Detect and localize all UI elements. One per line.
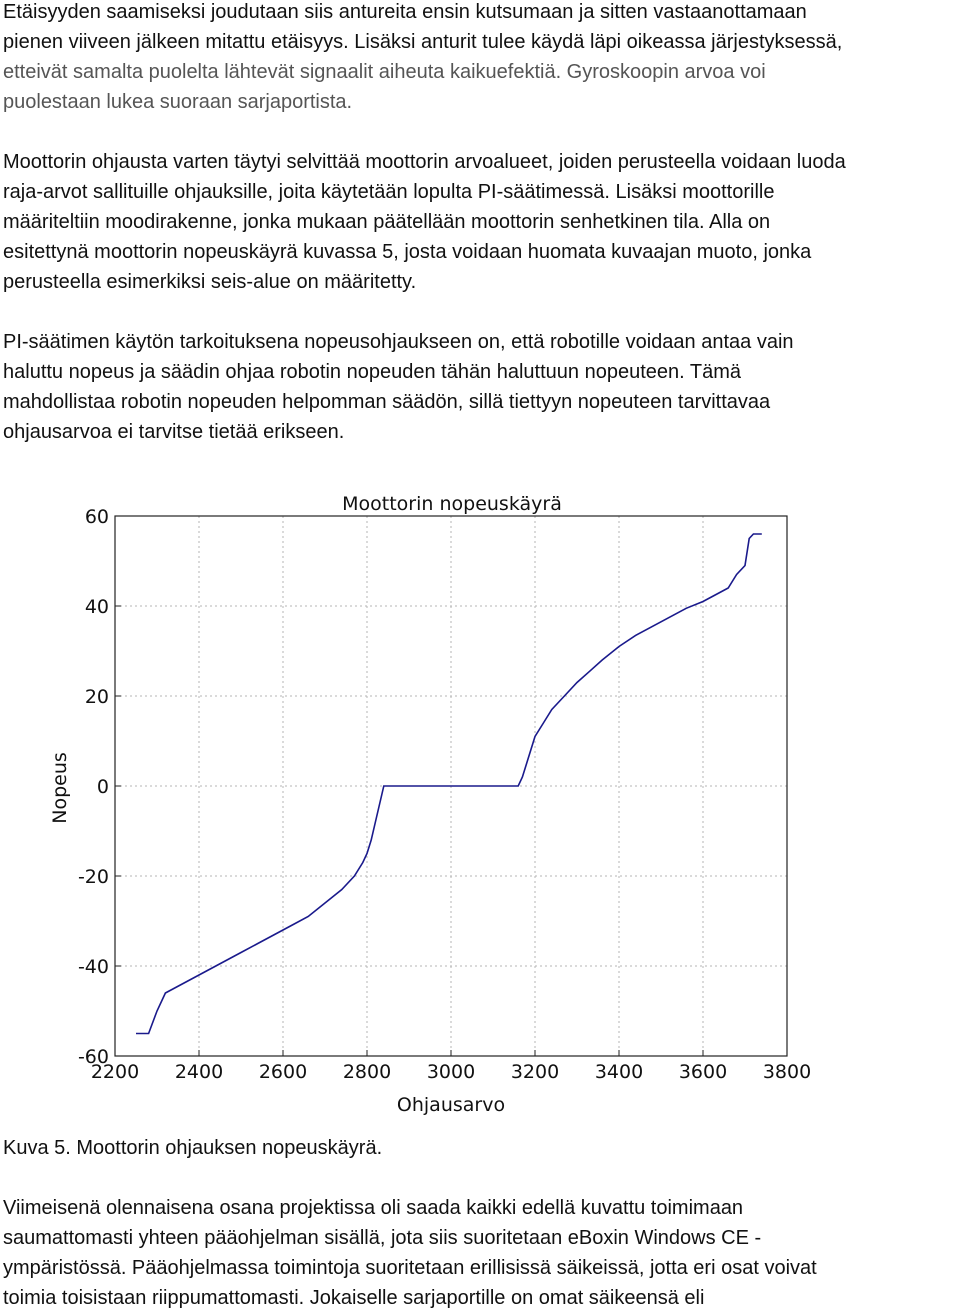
paragraph-3	[3, 327, 953, 447]
speed-curve-line	[136, 534, 762, 1034]
x-tick-label: 2400	[174, 1061, 224, 1083]
paragraph-4	[3, 1193, 953, 1313]
text-line: haluttu nopeus ja säädin ohjaa robotin nopeuden tähän haluttuun nopeuteen. Tämä	[3, 361, 742, 383]
text-line: pienen viiveen jälkeen mitattu etäisyys. Lisäksi anturit tulee käydä läpi oikeassa järjestyksessä,	[3, 31, 843, 53]
x-tick-label: 2800	[342, 1061, 392, 1083]
text-line: PI-säätimen käytön tarkoituksena nopeusohjaukseen on, että robotille voidaan antaa vain	[3, 331, 794, 353]
text-line: määriteltiin moodirakenne, jonka mukaan päätellään moottorin senhetkinen tila. Alla on	[3, 211, 771, 233]
y-tick-label: -60	[77, 1046, 109, 1068]
x-tick-label: 3200	[510, 1061, 560, 1083]
y-tick-label: 0	[96, 776, 109, 798]
x-axis-label: Ohjausarvo	[396, 1094, 506, 1116]
x-tick-label: 3000	[426, 1061, 476, 1083]
y-tick-label: -40	[77, 956, 109, 978]
speed-curve-chart	[40, 488, 812, 1120]
text-line: Viimeisenä olennaisena osana projektissa oli saada kaikki edellä kuvattu toimimaan	[3, 1197, 744, 1219]
y-axis-label: Nopeus	[49, 752, 71, 824]
y-tick-label: 60	[84, 506, 109, 528]
y-tick-label: -20	[77, 866, 109, 888]
text-line: ohjausarvoa ei tarvitse tietää erikseen.	[3, 421, 345, 443]
text-line: perusteella esimerkiksi seis-alue on määritetty.	[3, 271, 417, 293]
x-tick-label: 3400	[594, 1061, 644, 1083]
paragraph-1	[3, 0, 953, 117]
y-tick-label: 20	[84, 686, 109, 708]
text-line: Moottorin ohjausta varten täytyi selvittää moottorin arvoalueet, joiden perusteella voidaan luoda	[3, 151, 846, 173]
text-line: Etäisyyden saamiseksi joudutaan siis antureita ensin kutsumaan ja sitten vastaanottamaan	[3, 1, 807, 23]
text-line: mahdollistaa robotin nopeuden helpomman säädön, sillä tiettyyn nopeuteen tarvittavaa	[3, 391, 771, 413]
x-tick-label: 3800	[762, 1061, 812, 1083]
y-tick-label: 40	[84, 596, 109, 618]
text-line: ympäristössä. Pääohjelmassa toimintoja suoritetaan erillisissä säikeissä, jotta eri osat voivat	[3, 1257, 817, 1279]
x-tick-label: 2600	[258, 1061, 308, 1083]
x-tick-label: 3600	[678, 1061, 728, 1083]
chart-title: Moottorin nopeuskäyrä	[342, 493, 562, 515]
paragraph-2	[3, 147, 953, 297]
caption-text: Kuva 5. Moottorin ohjauksen nopeuskäyrä.	[3, 1137, 383, 1159]
figure-caption	[3, 1133, 953, 1163]
text-line: raja-arvot sallituille ohjauksille, joita käytetään lopulta PI-säätimessä. Lisäksi moottorille	[3, 181, 775, 203]
text-line: puolestaan lukea suoraan sarjaportista.	[3, 91, 353, 113]
text-line: saumattomasti yhteen pääohjelman sisällä, jota siis suoritetaan eBoxin Windows CE -	[3, 1227, 762, 1249]
text-line: toimia toisistaan riippumattomasti. Jokaiselle sarjaportille on omat säikeensä eli	[3, 1287, 705, 1309]
text-line: etteivät samalta puolelta lähtevät signaalit aiheuta kaikuefektiä. Gyroskoopin arvoa voi	[3, 61, 766, 83]
x-tick-label: 2200	[90, 1061, 140, 1083]
text-line: esitettynä moottorin nopeuskäyrä kuvassa 5, josta voidaan huomata kuvaajan muoto, jonka	[3, 241, 812, 263]
